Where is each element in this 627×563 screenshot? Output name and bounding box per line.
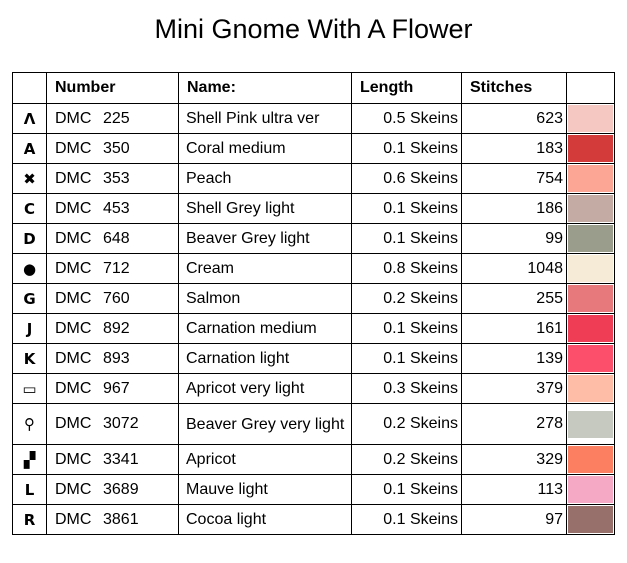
table-row — [13, 224, 615, 254]
number-cell — [47, 344, 179, 374]
color-cell — [567, 254, 615, 284]
brand-label: DMC — [55, 289, 92, 307]
rectangle-symbol-icon: ▭ — [22, 379, 37, 398]
checker-symbol-icon: ▞ — [23, 450, 36, 469]
length-cell: 0.1 Skeins — [352, 224, 462, 254]
length-cell: 0.1 Skeins — [352, 344, 462, 374]
header-color — [567, 73, 615, 104]
symbol-cell — [13, 344, 47, 374]
thread-code: 3861 — [103, 510, 139, 528]
length-cell: 0.8 Skeins — [352, 254, 462, 284]
letter-c-symbol-icon: C — [23, 199, 35, 218]
thread-code: 3341 — [103, 450, 139, 468]
thread-code: 892 — [103, 319, 130, 337]
table-row — [13, 104, 615, 134]
color-cell — [567, 404, 615, 445]
stitches-cell: 161 — [462, 314, 567, 344]
letter-k-symbol-icon: K — [23, 349, 36, 368]
name-cell: Carnation medium — [179, 314, 352, 344]
color-cell — [567, 445, 615, 475]
brand-label: DMC — [55, 259, 92, 277]
number-cell — [47, 374, 179, 404]
brand-label: DMC — [55, 109, 92, 127]
symbol-cell — [13, 224, 47, 254]
color-swatch — [568, 375, 613, 402]
color-cell — [567, 134, 615, 164]
symbol-cell — [13, 134, 47, 164]
name-cell: Shell Grey light — [179, 194, 352, 224]
letter-r-symbol-icon: R — [23, 510, 36, 529]
table-row — [13, 475, 615, 505]
stitches-cell: 186 — [462, 194, 567, 224]
length-cell: 0.6 Skeins — [352, 164, 462, 194]
table-row — [13, 505, 615, 535]
stitches-cell: 623 — [462, 104, 567, 134]
header-name: Name: — [179, 73, 352, 104]
length-cell: 0.1 Skeins — [352, 314, 462, 344]
brand-label: DMC — [55, 480, 92, 498]
stitches-cell: 255 — [462, 284, 567, 314]
length-cell: 0.2 Skeins — [352, 404, 462, 445]
stitches-cell: 1048 — [462, 254, 567, 284]
length-cell: 0.1 Skeins — [352, 134, 462, 164]
table-row — [13, 374, 615, 404]
thread-code: 350 — [103, 139, 130, 157]
thread-code: 760 — [103, 289, 130, 307]
brand-label: DMC — [55, 319, 92, 337]
name-cell: Cocoa light — [179, 505, 352, 535]
color-cell — [567, 104, 615, 134]
brand-label: DMC — [55, 510, 92, 528]
header-row — [13, 73, 615, 104]
x-symbol-icon: ✖ — [23, 169, 36, 188]
color-swatch — [568, 165, 613, 192]
length-cell: 0.1 Skeins — [352, 475, 462, 505]
letter-j-symbol-icon: J — [26, 319, 33, 338]
table-row — [13, 314, 615, 344]
table-row — [13, 254, 615, 284]
number-cell — [47, 134, 179, 164]
letter-d-symbol-icon: D — [23, 229, 36, 248]
number-cell — [47, 104, 179, 134]
table-row — [13, 404, 615, 445]
length-cell: 0.1 Skeins — [352, 194, 462, 224]
thread-code: 3072 — [103, 415, 139, 432]
color-cell — [567, 284, 615, 314]
number-cell — [47, 314, 179, 344]
number-cell — [47, 445, 179, 475]
symbol-cell — [13, 104, 47, 134]
stitches-cell: 329 — [462, 445, 567, 475]
color-cell — [567, 164, 615, 194]
color-swatch — [568, 105, 613, 132]
brand-label: DMC — [55, 450, 92, 468]
chevron-up-symbol-icon: Λ — [23, 109, 36, 128]
page-title: Mini Gnome With A Flower — [154, 14, 473, 44]
symbol-cell — [13, 475, 47, 505]
symbol-cell — [13, 404, 47, 445]
thread-code: 225 — [103, 109, 130, 127]
brand-label: DMC — [55, 379, 92, 397]
symbol-cell — [13, 254, 47, 284]
table-row — [13, 134, 615, 164]
thread-code: 712 — [103, 259, 130, 277]
thread-key-table — [12, 72, 615, 535]
color-swatch — [568, 255, 613, 282]
color-swatch — [568, 225, 613, 252]
color-cell — [567, 344, 615, 374]
length-cell: 0.2 Skeins — [352, 284, 462, 314]
name-cell: Beaver Grey very light — [179, 404, 352, 445]
name-cell: Beaver Grey light — [179, 224, 352, 254]
symbol-cell — [13, 314, 47, 344]
brand-label: DMC — [55, 349, 92, 367]
number-cell — [47, 164, 179, 194]
filled-circle-symbol-icon: ● — [22, 259, 37, 278]
symbol-cell — [13, 505, 47, 535]
length-cell: 0.5 Skeins — [352, 104, 462, 134]
name-cell: Carnation light — [179, 344, 352, 374]
number-cell — [47, 505, 179, 535]
name-cell: Salmon — [179, 284, 352, 314]
brand-label: DMC — [55, 229, 92, 247]
letter-g-symbol-icon: G — [23, 289, 36, 308]
number-cell — [47, 475, 179, 505]
stitches-cell: 99 — [462, 224, 567, 254]
stitches-cell: 379 — [462, 374, 567, 404]
color-swatch — [568, 446, 613, 473]
color-swatch — [568, 315, 613, 342]
color-swatch — [568, 135, 613, 162]
color-swatch — [568, 476, 613, 503]
name-cell: Peach — [179, 164, 352, 194]
name-cell: Apricot very light — [179, 374, 352, 404]
table-row — [13, 164, 615, 194]
symbol-cell — [13, 284, 47, 314]
thread-code: 453 — [103, 199, 130, 217]
name-cell: Shell Pink ultra ver — [179, 104, 352, 134]
color-cell — [567, 314, 615, 344]
brand-label: DMC — [55, 199, 92, 217]
stitches-cell: 97 — [462, 505, 567, 535]
symbol-cell — [13, 164, 47, 194]
color-swatch — [568, 411, 613, 438]
letter-l-symbol-icon: L — [24, 480, 35, 499]
thread-code: 967 — [103, 379, 130, 397]
name-cell: Cream — [179, 254, 352, 284]
brand-label: DMC — [55, 139, 92, 157]
number-cell — [47, 224, 179, 254]
color-swatch — [568, 195, 613, 222]
length-cell: 0.2 Skeins — [352, 445, 462, 475]
table-row — [13, 284, 615, 314]
thread-code: 648 — [103, 229, 130, 247]
color-swatch — [568, 506, 613, 533]
thread-code: 353 — [103, 169, 130, 187]
color-swatch — [568, 285, 613, 312]
header-number: Number — [47, 73, 179, 104]
magnifier-symbol-icon: ⚲ — [24, 415, 35, 433]
brand-label: DMC — [55, 415, 92, 432]
letter-a-symbol-icon: A — [23, 139, 36, 158]
stitches-cell: 139 — [462, 344, 567, 374]
color-cell — [567, 505, 615, 535]
number-cell — [47, 284, 179, 314]
name-cell: Coral medium — [179, 134, 352, 164]
stitches-cell: 113 — [462, 475, 567, 505]
color-swatch — [568, 345, 613, 372]
color-cell — [567, 194, 615, 224]
stitches-cell: 183 — [462, 134, 567, 164]
length-cell: 0.1 Skeins — [352, 505, 462, 535]
table-row — [13, 445, 615, 475]
header-stitches: Stitches — [462, 73, 567, 104]
symbol-cell — [13, 194, 47, 224]
header-symbol — [13, 73, 47, 104]
thread-code: 3689 — [103, 480, 139, 498]
number-cell — [47, 404, 179, 445]
name-cell: Mauve light — [179, 475, 352, 505]
name-cell: Apricot — [179, 445, 352, 475]
table-row — [13, 344, 615, 374]
stitches-cell: 278 — [462, 404, 567, 445]
header-length: Length — [352, 73, 462, 104]
color-cell — [567, 374, 615, 404]
thread-code: 893 — [103, 349, 130, 367]
length-cell: 0.3 Skeins — [352, 374, 462, 404]
table-row — [13, 194, 615, 224]
stitches-cell: 754 — [462, 164, 567, 194]
brand-label: DMC — [55, 169, 92, 187]
color-cell — [567, 475, 615, 505]
number-cell — [47, 194, 179, 224]
symbol-cell — [13, 445, 47, 475]
color-cell — [567, 224, 615, 254]
number-cell — [47, 254, 179, 284]
symbol-cell — [13, 374, 47, 404]
